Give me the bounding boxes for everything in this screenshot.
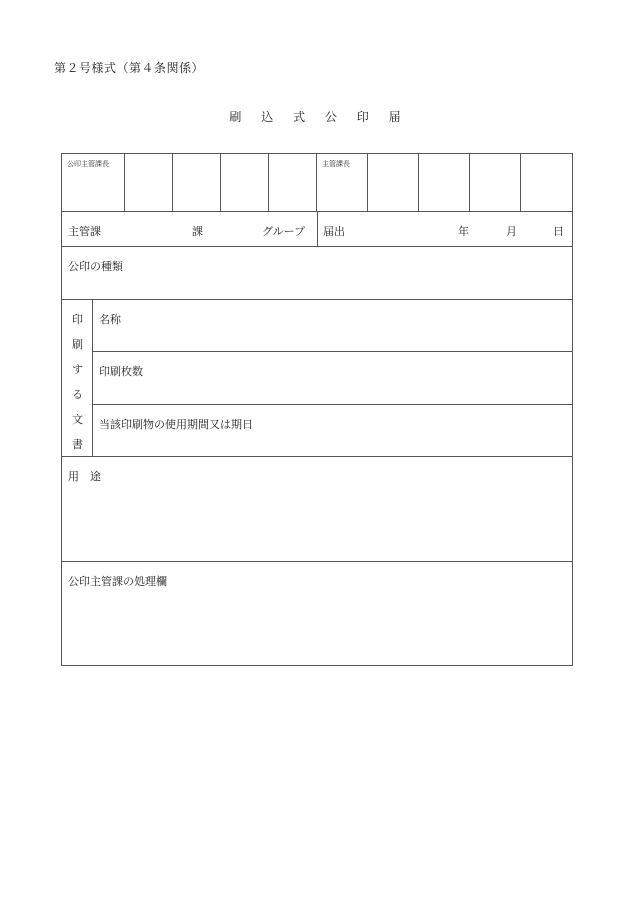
title-char: 刷	[229, 110, 242, 124]
document-title	[0, 108, 630, 125]
printed-document-section	[62, 300, 572, 457]
purpose-row[interactable]	[62, 457, 572, 562]
ka-label: 課	[192, 225, 203, 238]
approval-stamp-box[interactable]	[221, 154, 269, 211]
usage-period-field[interactable]	[93, 405, 572, 456]
approval-cell-seal-chief	[62, 154, 125, 211]
seal-form-table	[61, 153, 573, 666]
approval-stamp-box[interactable]	[173, 154, 221, 211]
processing-label: 公印主管課の処理欄	[68, 575, 167, 588]
title-char: 式	[293, 110, 306, 124]
year-label: 年	[458, 225, 469, 238]
approval-cell-dept-chief	[317, 154, 368, 211]
form-number: 第２号様式（第４条関係）	[54, 61, 205, 75]
purpose-label: 用 途	[68, 470, 101, 483]
seal-type-row[interactable]	[62, 247, 572, 300]
title-char: 届	[388, 110, 401, 124]
approval-stamp-box[interactable]	[470, 154, 521, 211]
printed-document-vertical-label	[62, 300, 93, 456]
group-label: グループ	[262, 225, 306, 238]
vertical-char: 印	[72, 313, 83, 326]
department-row	[62, 212, 572, 247]
approval-stamp-box[interactable]	[368, 154, 419, 211]
print-count-field[interactable]	[93, 352, 572, 405]
department-field[interactable]	[62, 212, 318, 246]
submission-date-field[interactable]	[318, 212, 572, 246]
approval-stamp-box[interactable]	[269, 154, 317, 211]
vertical-char: 刷	[72, 338, 83, 351]
print-count-label: 印刷枚数	[99, 365, 143, 378]
title-char: 公	[324, 110, 337, 124]
approval-stamp-box[interactable]	[521, 154, 572, 211]
seal-type-label: 公印の種類	[68, 260, 123, 273]
title-char: 印	[356, 110, 369, 124]
vertical-char: 書	[72, 438, 83, 451]
processing-row[interactable]	[62, 562, 572, 665]
day-label: 日	[553, 225, 564, 238]
usage-period-label: 当該印刷物の使用期間又は期日	[99, 418, 253, 431]
submission-label: 届出	[323, 225, 345, 238]
approval-stamp-box[interactable]	[419, 154, 470, 211]
approval-row	[62, 154, 572, 212]
dept-chief-label: 主管課長	[322, 160, 350, 168]
title-char: 込	[261, 110, 274, 124]
document-name-label: 名称	[99, 313, 121, 326]
department-label: 主管課	[68, 225, 101, 238]
vertical-char: す	[72, 363, 83, 376]
vertical-char: 文	[72, 413, 83, 426]
vertical-char: る	[72, 388, 83, 401]
seal-chief-label: 公印主管課長	[67, 160, 109, 168]
month-label: 月	[506, 225, 517, 238]
approval-stamp-box[interactable]	[125, 154, 173, 211]
document-name-field[interactable]	[93, 300, 572, 352]
